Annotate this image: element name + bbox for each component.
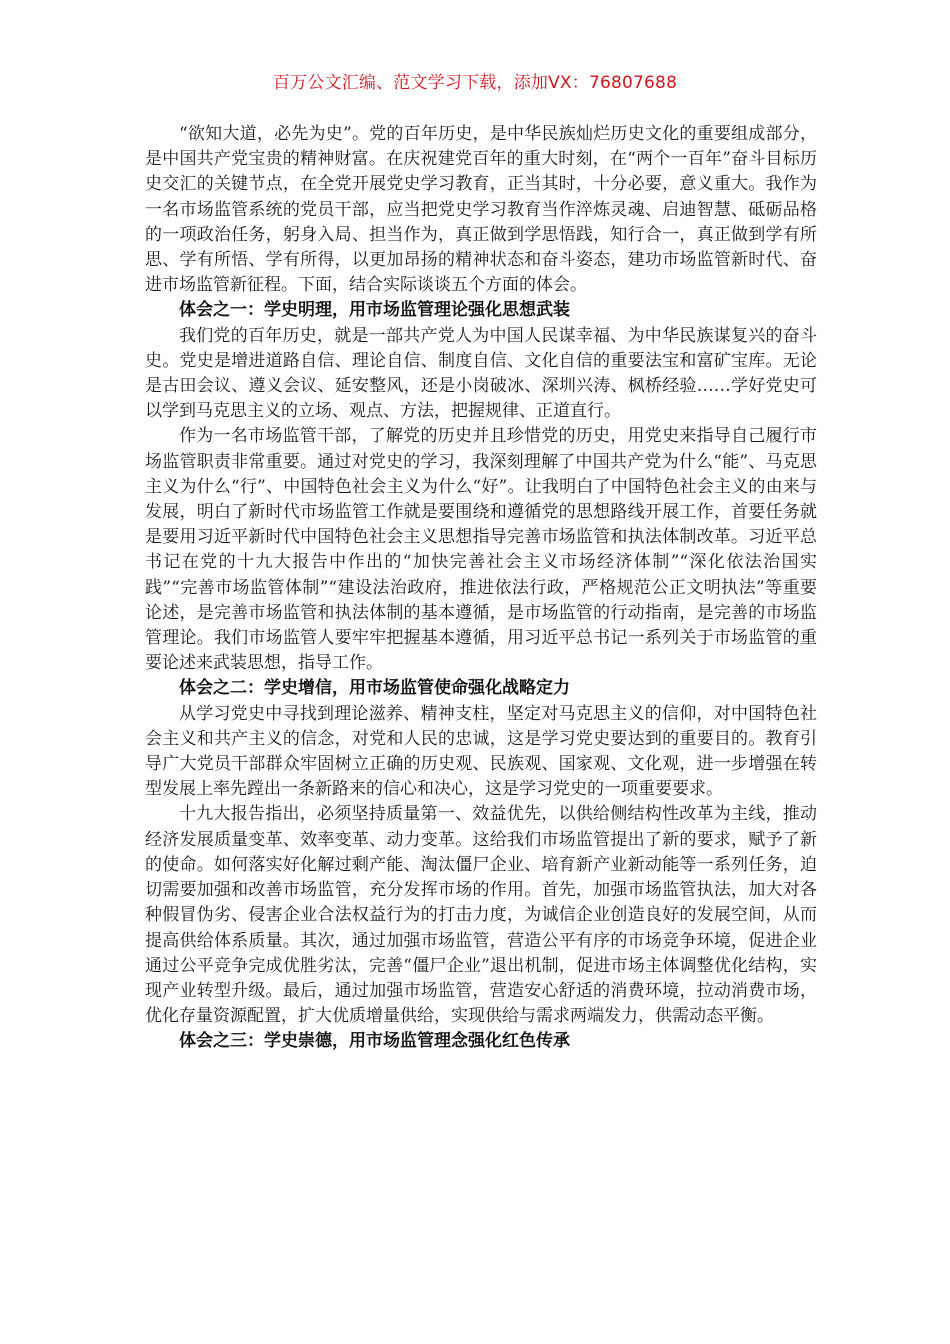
section-heading-1: 体会之一：学史明理，用市场监管理论强化思想武装 <box>179 300 570 321</box>
intro-paragraph: “欲知大道，必先为史”。党的百年历史，是中华民族灿烂历史文化的重要组成部分，是中国共产党宝贵的精神财富。在庆祝建党百年的重大时刻，在“两个一百年”奋斗目标历史交汇的关键节点，在全党开展党史学习教育，正当其时，十分必要，意义重大。我作为一名市场监管系统的党员干部，应当把党史学习教育当作淬炼灵魂、启迪智慧、砥砺品格的一项政治任务，躬身入局、担当作为，真正做到学思悟践，知行合一，真正做到学有所思、学有所悟、学有所得，以更加昂扬的精神状态和奋斗姿态，建功市场监管新时代、奋进市场监管新征程。下面，结合实际谈谈五个方面的体会。 <box>145 124 817 296</box>
section-heading-2: 体会之二：学史增信，用市场监管使命强化战略定力 <box>179 678 570 699</box>
body-paragraph: 从学习党史中寻找到理论滋养、精神支柱，坚定对马克思主义的信仰，对中国特色社会主义和共产主义的信念，对党和人民的忠诚，这是学习党史要达到的重要目的。教育引导广大党员干部群众牢固树立正确的历史观、民族观、国家观、文化观，进一步增强在转型发展上率先蹚出一条新路来的信心和决心，这是学习党史的一项重要要求。 <box>145 703 817 800</box>
section-heading-3: 体会之三：学史崇德，用市场监管理念强化红色传承 <box>179 1031 570 1052</box>
body-paragraph: 十九大报告指出，必须坚持质量第一、效益优先，以供给侧结构性改革为主线，推动经济发展质量变革、效率变革、动力变革。这给我们市场监管提出了新的要求，赋予了新的使命。如何落实好化解过剩产能、淘汰僵尸企业、培育新产业新动能等一系列任务，迫切需要加强和改善市场监管，充分发挥市场的作用。首先，加强市场监管执法，加大对各种假冒伪劣、侵害企业合法权益行为的打击力度，为诚信企业创造良好的发展空间，从而提高供给体系质量。其次，通过加强市场监管，营造公平有序的市场竞争环境，促进企业通过公平竞争完成优胜劣汰，完善“僵尸企业”退出机制，促进市场主体调整优化结构，实现产业转型升级。最后，通过加强市场监管，营造安心舒适的消费环境，拉动消费市场，优化存量资源配置，扩大优质增量供给，实现供给与需求两端发力，供需动态平衡。 <box>145 804 817 1027</box>
body-paragraph: 我们党的百年历史，就是一部共产党人为中国人民谋幸福、为中华民族谋复兴的奋斗史。党史是增进道路自信、理论自信、制度自信、文化自信的重要法宝和富矿宝库。无论是古田会议、遵义会议、延安整风，还是小岗破冰、深圳兴涛、枫桥经验……学好党史可以学到马克思主义的立场、观点、方法，把握规律、正道直行。 <box>145 325 817 422</box>
document-body <box>145 122 817 1055</box>
body-paragraph: 作为一名市场监管干部，了解党的历史并且珍惜党的历史，用党史来指导自己履行市场监管职责非常重要。通过对党史的学习，我深刻理解了中国共产党为什么“能”、马克思主义为什么“行”、中国特色社会主义为什么“好”。让我明白了中国特色社会主义的由来与发展，明白了新时代市场监管工作就是要围绕和遵循党的思想路线开展工作，首要任务就是要用习近平新时代中国特色社会主义思想指导完善市场监管和执法体制改革。习近平总书记在党的十九大报告中作出的“加快完善社会主义市场经济体制”“深化依法治国实践”“完善市场监管体制”“建设法治政府，推进依法行政，严格规范公正文明执法”等重要论述，是完善市场监管和执法体制的基本遵循，是市场监管的行动指南，是完善的市场监管理论。我们市场监管人要牢牢把握基本遵循，用习近平总书记一系列关于市场监管的重要论述来武装思想，指导工作。 <box>145 426 817 674</box>
header-banner: 百万公文汇编、范文学习下载，添加VX：76807688 <box>272 73 678 93</box>
